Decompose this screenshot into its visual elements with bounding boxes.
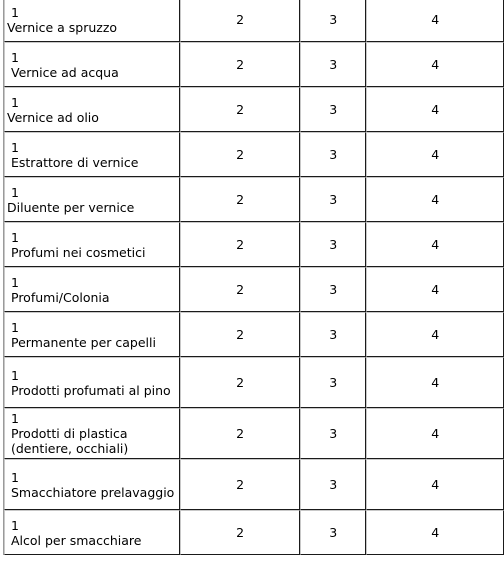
option-4-cell: 4 [366, 510, 504, 555]
option-4-cell: 4 [366, 87, 504, 132]
table-row [4, 87, 504, 132]
item-label: Smacchiatore prelavaggio [11, 484, 175, 500]
item-label: Permanente per capelli [11, 334, 156, 350]
option-2-cell: 2 [180, 510, 300, 555]
option-3-cell: 3 [300, 177, 366, 222]
option-3-cell: 3 [300, 267, 366, 312]
option-4-cell: 4 [366, 132, 504, 177]
option-number: 1 [11, 411, 19, 426]
option-4-cell: 4 [366, 222, 504, 267]
option-3-cell: 3 [300, 132, 366, 177]
table-row [4, 267, 504, 312]
option-2-cell: 2 [180, 0, 300, 42]
option-2-cell: 2 [180, 408, 300, 459]
option-number: 1 [11, 319, 19, 335]
option-4-cell: 4 [366, 408, 504, 459]
table-row [4, 312, 504, 357]
item-label: Vernice ad acqua [11, 64, 119, 80]
item-label: Prodotti di plastica (dentiere, occhiali) [11, 426, 129, 456]
option-3-cell: 3 [300, 408, 366, 459]
option-3-cell: 3 [300, 459, 366, 510]
item-label: Alcol per smacchiare [11, 532, 142, 548]
item-cell [4, 408, 180, 459]
item-cell [4, 177, 180, 222]
option-2-cell: 2 [180, 312, 300, 357]
option-number: 1 [11, 94, 19, 110]
option-3-cell: 3 [300, 0, 366, 42]
table-row [4, 0, 504, 42]
table-row [4, 357, 504, 408]
option-number: 1 [11, 49, 19, 65]
option-2-cell: 2 [180, 177, 300, 222]
item-label: Vernice a spruzzo [7, 19, 118, 35]
option-2-cell: 2 [180, 42, 300, 87]
table-row [4, 132, 504, 177]
option-2-cell: 2 [180, 357, 300, 408]
option-3-cell: 3 [300, 87, 366, 132]
item-cell [4, 312, 180, 357]
option-2-cell: 2 [180, 267, 300, 312]
rating-table [3, 0, 504, 555]
item-cell [4, 42, 180, 87]
item-cell [4, 222, 180, 267]
option-4-cell: 4 [366, 357, 504, 408]
item-cell [4, 357, 180, 408]
table-row [4, 222, 504, 267]
option-2-cell: 2 [180, 459, 300, 510]
option-4-cell: 4 [366, 42, 504, 87]
item-label: Profumi nei cosmetici [11, 244, 146, 260]
option-4-cell: 4 [366, 312, 504, 357]
table-row [4, 510, 504, 555]
option-number: 1 [11, 274, 19, 290]
item-cell [4, 87, 180, 132]
option-4-cell: 4 [366, 459, 504, 510]
option-2-cell: 2 [180, 132, 300, 177]
option-2-cell: 2 [180, 87, 300, 132]
item-label: Estrattore di vernice [11, 154, 139, 170]
option-number: 1 [11, 517, 19, 533]
option-number: 1 [11, 469, 19, 485]
option-3-cell: 3 [300, 357, 366, 408]
item-label: Prodotti profumati al pino [11, 382, 171, 398]
option-4-cell: 4 [366, 177, 504, 222]
table-row [4, 408, 504, 459]
item-label: Diluente per vernice [7, 199, 135, 215]
item-cell [4, 132, 180, 177]
option-number: 1 [11, 229, 19, 245]
item-cell [4, 459, 180, 510]
option-number: 1 [11, 184, 19, 200]
option-number: 1 [11, 367, 19, 383]
option-3-cell: 3 [300, 222, 366, 267]
item-cell [4, 0, 180, 42]
option-3-cell: 3 [300, 42, 366, 87]
option-number: 1 [11, 139, 19, 155]
table-row [4, 459, 504, 510]
item-label: Vernice ad olio [7, 109, 99, 125]
option-3-cell: 3 [300, 312, 366, 357]
option-4-cell: 4 [366, 267, 504, 312]
item-cell [4, 510, 180, 555]
table-row [4, 42, 504, 87]
item-cell [4, 267, 180, 312]
option-2-cell: 2 [180, 222, 300, 267]
option-number: 1 [11, 4, 19, 20]
table-row [4, 177, 504, 222]
option-4-cell: 4 [366, 0, 504, 42]
item-label: Profumi/Colonia [11, 289, 110, 305]
option-3-cell: 3 [300, 510, 366, 555]
